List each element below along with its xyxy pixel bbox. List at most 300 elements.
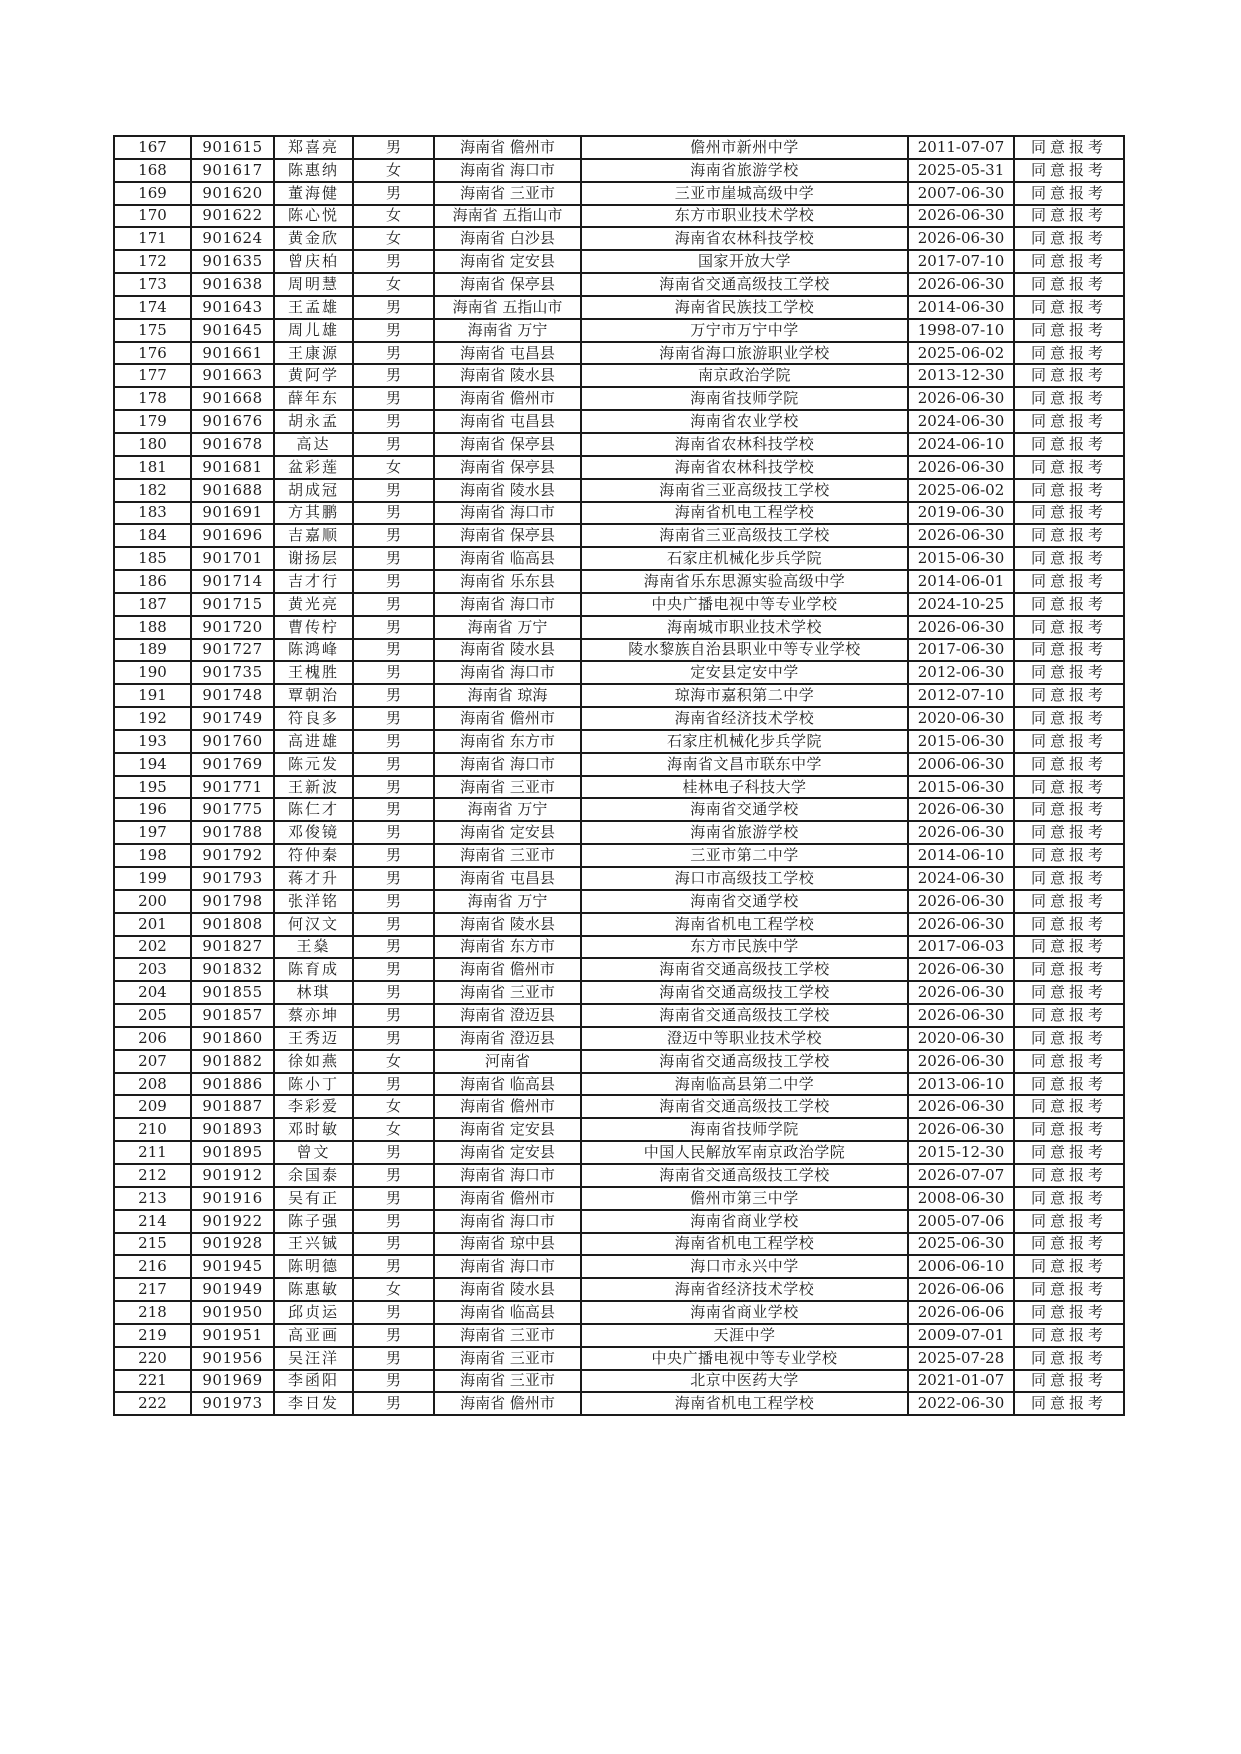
table-row — [114, 1187, 1124, 1210]
cell-gender: 女 — [353, 456, 434, 479]
cell-location: 海南省 儋州市 — [434, 387, 581, 410]
cell-gender: 男 — [353, 387, 434, 410]
cell-date: 2015-06-30 — [908, 730, 1014, 753]
cell-gender: 男 — [353, 844, 434, 867]
cell-id: 901945 — [191, 1255, 274, 1278]
cell-id: 901617 — [191, 159, 274, 182]
cell-seq: 218 — [114, 1301, 191, 1324]
cell-status: 同意报考 — [1014, 1164, 1124, 1187]
cell-seq: 187 — [114, 593, 191, 616]
cell-id: 901950 — [191, 1301, 274, 1324]
cell-school: 海南省农林科技学校 — [581, 227, 908, 250]
cell-gender: 男 — [353, 342, 434, 365]
cell-seq: 202 — [114, 936, 191, 959]
cell-location: 海南省 万宁 — [434, 798, 581, 821]
cell-seq: 178 — [114, 387, 191, 410]
cell-id: 901715 — [191, 593, 274, 616]
cell-date: 2026-06-30 — [908, 1004, 1014, 1027]
cell-status: 同意报考 — [1014, 502, 1124, 525]
cell-name: 王兴铖 — [274, 1233, 353, 1256]
cell-status: 同意报考 — [1014, 913, 1124, 936]
cell-date: 2026-06-30 — [908, 821, 1014, 844]
cell-school: 海口市高级技工学校 — [581, 867, 908, 890]
cell-seq: 186 — [114, 570, 191, 593]
cell-seq: 183 — [114, 502, 191, 525]
cell-location: 海南省 澄迈县 — [434, 1004, 581, 1027]
cell-seq: 193 — [114, 730, 191, 753]
table-row — [114, 639, 1124, 662]
cell-id: 901681 — [191, 456, 274, 479]
cell-status: 同意报考 — [1014, 159, 1124, 182]
cell-date: 2005-07-06 — [908, 1210, 1014, 1233]
cell-date: 2013-12-30 — [908, 364, 1014, 387]
cell-date: 2019-06-30 — [908, 502, 1014, 525]
cell-date: 2017-06-03 — [908, 936, 1014, 959]
cell-school: 海南省交通学校 — [581, 798, 908, 821]
cell-status: 同意报考 — [1014, 1278, 1124, 1301]
cell-location: 海南省 临高县 — [434, 1073, 581, 1096]
cell-id: 901860 — [191, 1027, 274, 1050]
cell-status: 同意报考 — [1014, 1027, 1124, 1050]
cell-seq: 194 — [114, 753, 191, 776]
cell-seq: 197 — [114, 821, 191, 844]
cell-location: 海南省 儋州市 — [434, 1187, 581, 1210]
cell-name: 陈鸿峰 — [274, 639, 353, 662]
cell-location: 海南省 定安县 — [434, 821, 581, 844]
cell-name: 余国泰 — [274, 1164, 353, 1187]
cell-school: 琼海市嘉积第二中学 — [581, 684, 908, 707]
cell-id: 901771 — [191, 776, 274, 799]
cell-name: 方其鹏 — [274, 502, 353, 525]
cell-gender: 男 — [353, 364, 434, 387]
cell-school: 海南省旅游学校 — [581, 821, 908, 844]
cell-date: 2015-06-30 — [908, 776, 1014, 799]
cell-gender: 男 — [353, 1233, 434, 1256]
table-row — [114, 205, 1124, 228]
cell-date: 2020-06-30 — [908, 1027, 1014, 1050]
cell-gender: 男 — [353, 250, 434, 273]
cell-name: 何汉文 — [274, 913, 353, 936]
cell-seq: 212 — [114, 1164, 191, 1187]
cell-status: 同意报考 — [1014, 570, 1124, 593]
cell-gender: 男 — [353, 776, 434, 799]
cell-status: 同意报考 — [1014, 1392, 1124, 1415]
table-row — [114, 387, 1124, 410]
cell-school: 海南省商业学校 — [581, 1301, 908, 1324]
cell-location: 海南省 屯昌县 — [434, 342, 581, 365]
cell-location: 海南省 五指山市 — [434, 296, 581, 319]
cell-seq: 185 — [114, 547, 191, 570]
cell-location: 海南省 三亚市 — [434, 182, 581, 205]
cell-name: 曾庆柏 — [274, 250, 353, 273]
cell-name: 王康源 — [274, 342, 353, 365]
cell-status: 同意报考 — [1014, 1233, 1124, 1256]
cell-seq: 207 — [114, 1050, 191, 1073]
cell-gender: 男 — [353, 1027, 434, 1050]
cell-status: 同意报考 — [1014, 616, 1124, 639]
cell-school: 海南省交通高级技工学校 — [581, 981, 908, 1004]
cell-name: 李日发 — [274, 1392, 353, 1415]
cell-location: 海南省 万宁 — [434, 616, 581, 639]
cell-id: 901749 — [191, 707, 274, 730]
cell-name: 胡永孟 — [274, 410, 353, 433]
cell-date: 2026-06-06 — [908, 1301, 1014, 1324]
cell-seq: 220 — [114, 1347, 191, 1370]
cell-location: 海南省 保亭县 — [434, 456, 581, 479]
cell-seq: 216 — [114, 1255, 191, 1278]
cell-id: 901832 — [191, 958, 274, 981]
cell-date: 2024-06-30 — [908, 410, 1014, 433]
cell-seq: 173 — [114, 273, 191, 296]
cell-seq: 175 — [114, 319, 191, 342]
table-row — [114, 936, 1124, 959]
table-row — [114, 296, 1124, 319]
cell-seq: 190 — [114, 661, 191, 684]
cell-id: 901973 — [191, 1392, 274, 1415]
cell-seq: 179 — [114, 410, 191, 433]
cell-gender: 男 — [353, 1392, 434, 1415]
table-row — [114, 684, 1124, 707]
cell-status: 同意报考 — [1014, 1210, 1124, 1233]
cell-date: 2017-07-10 — [908, 250, 1014, 273]
cell-date: 2025-06-02 — [908, 342, 1014, 365]
cell-school: 海南省海口旅游职业学校 — [581, 342, 908, 365]
cell-status: 同意报考 — [1014, 1050, 1124, 1073]
cell-location: 海南省 儋州市 — [434, 707, 581, 730]
candidate-roster-table — [113, 135, 1125, 1416]
cell-location: 海南省 白沙县 — [434, 227, 581, 250]
table-row — [114, 798, 1124, 821]
table-row — [114, 570, 1124, 593]
cell-name: 邓俊镜 — [274, 821, 353, 844]
cell-gender: 男 — [353, 867, 434, 890]
cell-school: 澄迈中等职业技术学校 — [581, 1027, 908, 1050]
cell-status: 同意报考 — [1014, 776, 1124, 799]
cell-date: 2024-10-25 — [908, 593, 1014, 616]
cell-name: 王孟雄 — [274, 296, 353, 319]
cell-id: 901793 — [191, 867, 274, 890]
cell-status: 同意报考 — [1014, 1004, 1124, 1027]
cell-id: 901775 — [191, 798, 274, 821]
cell-seq: 196 — [114, 798, 191, 821]
cell-school: 三亚市第二中学 — [581, 844, 908, 867]
cell-status: 同意报考 — [1014, 227, 1124, 250]
cell-name: 高亚画 — [274, 1324, 353, 1347]
cell-id: 901969 — [191, 1370, 274, 1393]
cell-name: 董海健 — [274, 182, 353, 205]
table-row — [114, 593, 1124, 616]
cell-name: 陈育成 — [274, 958, 353, 981]
cell-status: 同意报考 — [1014, 136, 1124, 159]
cell-name: 陈惠敏 — [274, 1278, 353, 1301]
table-row — [114, 890, 1124, 913]
cell-id: 901949 — [191, 1278, 274, 1301]
cell-school: 海南省机电工程学校 — [581, 1392, 908, 1415]
cell-name: 蒋才升 — [274, 867, 353, 890]
cell-seq: 182 — [114, 479, 191, 502]
cell-school: 万宁市万宁中学 — [581, 319, 908, 342]
cell-name: 吴汪洋 — [274, 1347, 353, 1370]
cell-gender: 男 — [353, 136, 434, 159]
cell-id: 901788 — [191, 821, 274, 844]
table-row — [114, 1370, 1124, 1393]
cell-date: 2015-12-30 — [908, 1141, 1014, 1164]
cell-gender: 男 — [353, 410, 434, 433]
cell-name: 谢扬层 — [274, 547, 353, 570]
cell-name: 薛年东 — [274, 387, 353, 410]
cell-gender: 男 — [353, 707, 434, 730]
table-row — [114, 547, 1124, 570]
cell-id: 901701 — [191, 547, 274, 570]
cell-school: 海南省交通高级技工学校 — [581, 273, 908, 296]
table-row — [114, 958, 1124, 981]
cell-gender: 男 — [353, 890, 434, 913]
cell-location: 海南省 海口市 — [434, 159, 581, 182]
cell-id: 901912 — [191, 1164, 274, 1187]
table-row — [114, 1118, 1124, 1141]
cell-date: 2017-06-30 — [908, 639, 1014, 662]
cell-date: 2014-06-30 — [908, 296, 1014, 319]
cell-status: 同意报考 — [1014, 661, 1124, 684]
cell-date: 2026-06-30 — [908, 798, 1014, 821]
cell-gender: 男 — [353, 479, 434, 502]
cell-seq: 180 — [114, 433, 191, 456]
cell-status: 同意报考 — [1014, 524, 1124, 547]
table-row — [114, 1347, 1124, 1370]
cell-id: 901638 — [191, 273, 274, 296]
cell-gender: 女 — [353, 1050, 434, 1073]
cell-date: 2007-06-30 — [908, 182, 1014, 205]
cell-gender: 女 — [353, 227, 434, 250]
cell-school: 海南省交通高级技工学校 — [581, 1004, 908, 1027]
cell-id: 901951 — [191, 1324, 274, 1347]
cell-date: 2022-06-30 — [908, 1392, 1014, 1415]
cell-gender: 男 — [353, 319, 434, 342]
cell-date: 2026-06-30 — [908, 524, 1014, 547]
cell-location: 海南省 东方市 — [434, 730, 581, 753]
cell-seq: 222 — [114, 1392, 191, 1415]
cell-name: 陈仁才 — [274, 798, 353, 821]
cell-name: 吴有正 — [274, 1187, 353, 1210]
cell-seq: 221 — [114, 1370, 191, 1393]
cell-seq: 170 — [114, 205, 191, 228]
cell-seq: 200 — [114, 890, 191, 913]
cell-date: 2006-06-30 — [908, 753, 1014, 776]
cell-location: 海南省 海口市 — [434, 1210, 581, 1233]
cell-name: 陈元发 — [274, 753, 353, 776]
cell-status: 同意报考 — [1014, 250, 1124, 273]
cell-name: 陈小丁 — [274, 1073, 353, 1096]
cell-name: 吉才行 — [274, 570, 353, 593]
cell-status: 同意报考 — [1014, 867, 1124, 890]
cell-gender: 男 — [353, 1187, 434, 1210]
cell-location: 海南省 海口市 — [434, 593, 581, 616]
cell-id: 901688 — [191, 479, 274, 502]
cell-date: 2012-07-10 — [908, 684, 1014, 707]
cell-school: 三亚市崖城高级中学 — [581, 182, 908, 205]
cell-location: 海南省 琼中县 — [434, 1233, 581, 1256]
cell-seq: 219 — [114, 1324, 191, 1347]
cell-seq: 168 — [114, 159, 191, 182]
cell-seq: 184 — [114, 524, 191, 547]
cell-seq: 177 — [114, 364, 191, 387]
table-row — [114, 1027, 1124, 1050]
table-row — [114, 1233, 1124, 1256]
cell-date: 2026-06-30 — [908, 456, 1014, 479]
table-row — [114, 1004, 1124, 1027]
cell-school: 海南省交通学校 — [581, 890, 908, 913]
cell-id: 901622 — [191, 205, 274, 228]
cell-seq: 208 — [114, 1073, 191, 1096]
cell-status: 同意报考 — [1014, 1095, 1124, 1118]
cell-school: 海南省农林科技学校 — [581, 433, 908, 456]
cell-seq: 209 — [114, 1095, 191, 1118]
cell-id: 901956 — [191, 1347, 274, 1370]
cell-date: 2024-06-30 — [908, 867, 1014, 890]
cell-seq: 188 — [114, 616, 191, 639]
cell-seq: 204 — [114, 981, 191, 1004]
cell-seq: 192 — [114, 707, 191, 730]
cell-date: 2026-06-30 — [908, 205, 1014, 228]
cell-id: 901798 — [191, 890, 274, 913]
cell-status: 同意报考 — [1014, 684, 1124, 707]
cell-seq: 214 — [114, 1210, 191, 1233]
cell-id: 901643 — [191, 296, 274, 319]
cell-school: 中国人民解放军南京政治学院 — [581, 1141, 908, 1164]
cell-date: 2026-06-30 — [908, 913, 1014, 936]
table-row — [114, 1255, 1124, 1278]
cell-id: 901645 — [191, 319, 274, 342]
cell-seq: 172 — [114, 250, 191, 273]
cell-gender: 男 — [353, 798, 434, 821]
cell-date: 2026-06-30 — [908, 1050, 1014, 1073]
cell-date: 2009-07-01 — [908, 1324, 1014, 1347]
cell-gender: 男 — [353, 1210, 434, 1233]
cell-date: 2024-06-10 — [908, 433, 1014, 456]
cell-seq: 205 — [114, 1004, 191, 1027]
cell-name: 符良多 — [274, 707, 353, 730]
cell-date: 2026-06-30 — [908, 890, 1014, 913]
cell-status: 同意报考 — [1014, 1301, 1124, 1324]
cell-name: 曹传柠 — [274, 616, 353, 639]
table-row — [114, 319, 1124, 342]
table-row — [114, 433, 1124, 456]
cell-name: 高达 — [274, 433, 353, 456]
cell-location: 海南省 万宁 — [434, 319, 581, 342]
cell-status: 同意报考 — [1014, 1187, 1124, 1210]
cell-seq: 215 — [114, 1233, 191, 1256]
cell-status: 同意报考 — [1014, 1255, 1124, 1278]
cell-seq: 201 — [114, 913, 191, 936]
cell-gender: 男 — [353, 1141, 434, 1164]
cell-gender: 男 — [353, 502, 434, 525]
cell-school: 海南省技师学院 — [581, 387, 908, 410]
cell-name: 黄金欣 — [274, 227, 353, 250]
cell-school: 南京政治学院 — [581, 364, 908, 387]
cell-status: 同意报考 — [1014, 296, 1124, 319]
cell-status: 同意报考 — [1014, 936, 1124, 959]
cell-id: 901727 — [191, 639, 274, 662]
cell-gender: 女 — [353, 273, 434, 296]
cell-location: 海南省 海口市 — [434, 502, 581, 525]
cell-location: 海南省 陵水县 — [434, 364, 581, 387]
cell-id: 901748 — [191, 684, 274, 707]
cell-seq: 213 — [114, 1187, 191, 1210]
cell-id: 901615 — [191, 136, 274, 159]
cell-gender: 男 — [353, 913, 434, 936]
cell-gender: 男 — [353, 684, 434, 707]
table-row — [114, 1164, 1124, 1187]
cell-name: 高进雄 — [274, 730, 353, 753]
cell-status: 同意报考 — [1014, 821, 1124, 844]
table-row — [114, 273, 1124, 296]
cell-school: 海南省交通高级技工学校 — [581, 1095, 908, 1118]
cell-name: 周儿雄 — [274, 319, 353, 342]
cell-status: 同意报考 — [1014, 410, 1124, 433]
cell-school: 海南临高县第二中学 — [581, 1073, 908, 1096]
cell-seq: 210 — [114, 1118, 191, 1141]
table-row — [114, 182, 1124, 205]
cell-location: 海南省 定安县 — [434, 250, 581, 273]
cell-gender: 男 — [353, 1255, 434, 1278]
cell-date: 2025-06-30 — [908, 1233, 1014, 1256]
cell-name: 王秀迈 — [274, 1027, 353, 1050]
cell-gender: 男 — [353, 936, 434, 959]
cell-status: 同意报考 — [1014, 890, 1124, 913]
cell-gender: 女 — [353, 1118, 434, 1141]
cell-seq: 189 — [114, 639, 191, 662]
cell-id: 901696 — [191, 524, 274, 547]
cell-school: 海南省文昌市联东中学 — [581, 753, 908, 776]
cell-school: 陵水黎族自治县职业中等专业学校 — [581, 639, 908, 662]
cell-name: 蔡亦坤 — [274, 1004, 353, 1027]
cell-gender: 男 — [353, 296, 434, 319]
cell-school: 海南省三亚高级技工学校 — [581, 524, 908, 547]
cell-gender: 男 — [353, 661, 434, 684]
cell-gender: 男 — [353, 1347, 434, 1370]
cell-school: 海南省三亚高级技工学校 — [581, 479, 908, 502]
cell-date: 2026-06-30 — [908, 1095, 1014, 1118]
cell-location: 海南省 三亚市 — [434, 776, 581, 799]
cell-gender: 男 — [353, 616, 434, 639]
cell-name: 李函阳 — [274, 1370, 353, 1393]
cell-location: 海南省 三亚市 — [434, 1370, 581, 1393]
cell-date: 2025-07-28 — [908, 1347, 1014, 1370]
cell-location: 海南省 三亚市 — [434, 981, 581, 1004]
cell-seq: 191 — [114, 684, 191, 707]
cell-status: 同意报考 — [1014, 753, 1124, 776]
cell-location: 海南省 陵水县 — [434, 1278, 581, 1301]
cell-location: 海南省 定安县 — [434, 1118, 581, 1141]
cell-name: 林琪 — [274, 981, 353, 1004]
cell-id: 901827 — [191, 936, 274, 959]
cell-gender: 男 — [353, 593, 434, 616]
cell-status: 同意报考 — [1014, 387, 1124, 410]
cell-gender: 男 — [353, 1073, 434, 1096]
cell-seq: 195 — [114, 776, 191, 799]
table-row — [114, 867, 1124, 890]
cell-location: 海南省 儋州市 — [434, 1095, 581, 1118]
cell-location: 海南省 屯昌县 — [434, 867, 581, 890]
cell-seq: 198 — [114, 844, 191, 867]
cell-location: 海南省 儋州市 — [434, 958, 581, 981]
cell-name: 陈明德 — [274, 1255, 353, 1278]
cell-school: 国家开放大学 — [581, 250, 908, 273]
cell-status: 同意报考 — [1014, 319, 1124, 342]
cell-date: 2026-06-30 — [908, 387, 1014, 410]
cell-school: 海南省交通高级技工学校 — [581, 1050, 908, 1073]
cell-location: 海南省 临高县 — [434, 547, 581, 570]
